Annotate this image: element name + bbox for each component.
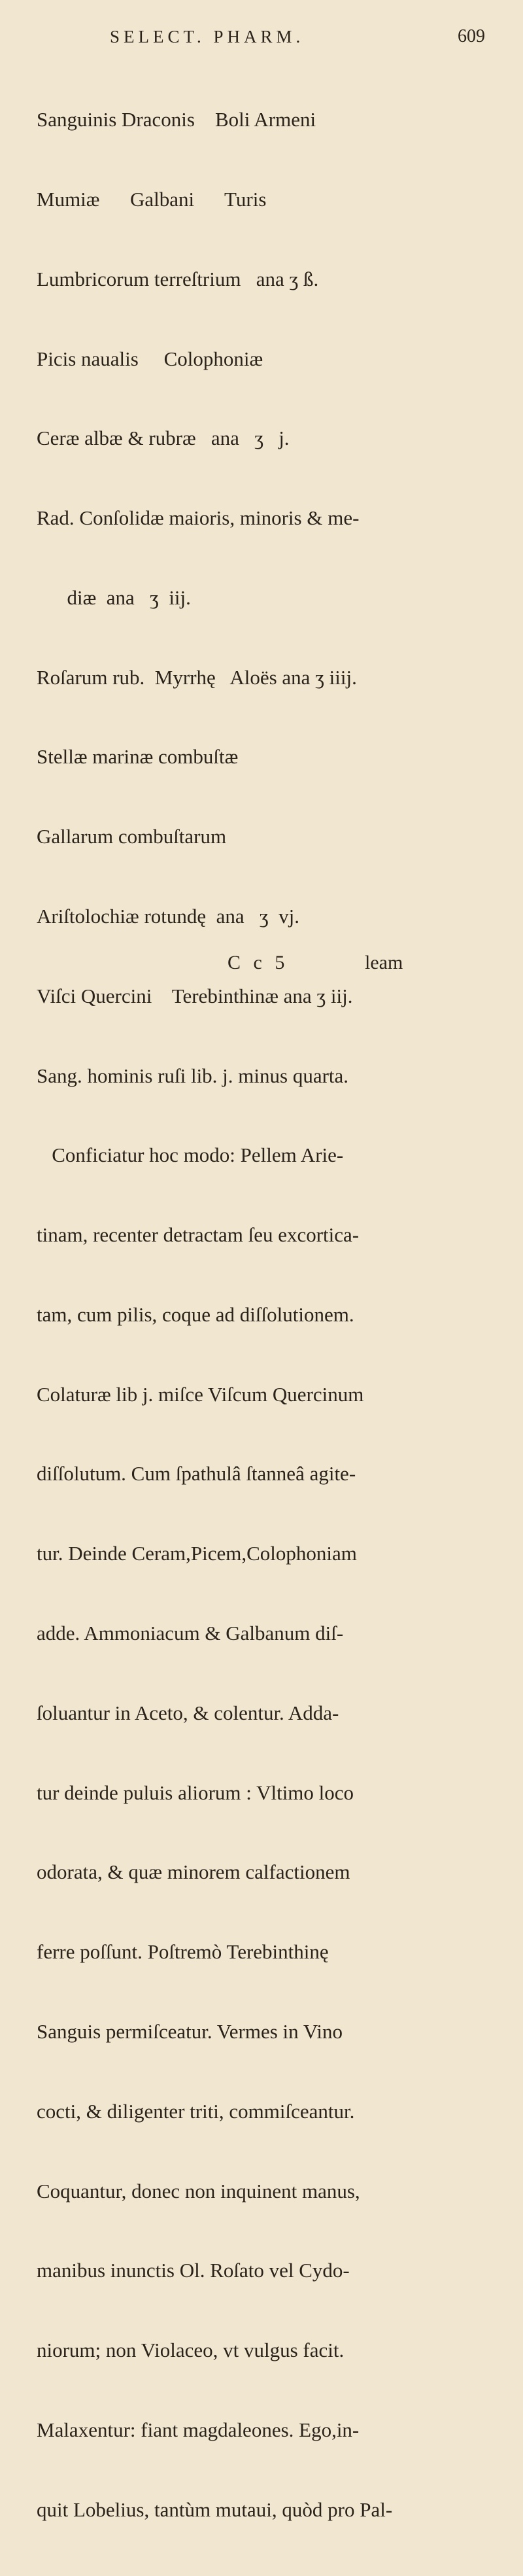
- text-line: diſſolutum. Cum ſpathulâ ſtanneâ agite-: [37, 1462, 356, 1486]
- text-line: manibus inunctis Ol. Roſato vel Cydo-: [37, 2259, 350, 2282]
- text-line: Picis naualis Colophoniæ: [37, 347, 263, 370]
- text-line: Sanguis permiſceatur. Vermes in Vino: [37, 2019, 343, 2043]
- running-head: SELECT. PHARM.: [110, 27, 305, 46]
- text-line: Lumbricorum terreſtrium ana ʒ ß.: [37, 267, 319, 290]
- text-line: Ariſtolochiæ rotundę ana ʒ vj.: [37, 905, 300, 928]
- text-line: tur deinde puluis aliorum : Vltimo loco: [37, 1781, 354, 1804]
- page-footer: [0, 950, 523, 979]
- text-line: tam, cum pilis, coque ad diſſolutionem.: [37, 1302, 354, 1326]
- text-line: ferre poſſunt. Poſtremò Terebinthinę: [37, 1940, 329, 1964]
- text-line: Mumiæ Galbani Turis: [37, 187, 267, 211]
- text-line: ſoluantur in Aceto, & colentur. Adda-: [37, 1701, 339, 1724]
- page-number: 609: [458, 26, 485, 46]
- text-line: diæ ana ʒ iij.: [37, 585, 191, 609]
- text-line: tur. Deinde Ceram,Picem,Colophoniam: [37, 1542, 357, 1565]
- text-line: cocti, & diligenter triti, commiſceantur.: [37, 2099, 355, 2123]
- text-line: Stellæ marinæ combuſtæ: [37, 745, 239, 769]
- text-line: tinam, recenter detractam ſeu excortica-: [37, 1223, 360, 1247]
- text-line: Viſci Quercini Terebinthinæ ana ʒ iij.: [37, 984, 353, 1007]
- signature-mark: C c 5: [228, 952, 289, 973]
- text-line: niorum; non Violaceo, vt vulgus facit.: [37, 2339, 345, 2362]
- text-line: Sanguinis Draconis Boli Armeni: [37, 108, 316, 131]
- text-line: Sang. hominis ruſi lib. j. minus quarta.: [37, 1064, 349, 1087]
- page-header: [0, 24, 523, 50]
- text-line: Rad. Conſolidæ maioris, minoris & me-: [37, 506, 360, 530]
- text-line: Coquantur, donec non inquinent manus,: [37, 2179, 360, 2202]
- text-line: quit Lobelius, tantùm mutaui, quòd pro Pal-: [37, 2498, 393, 2521]
- text-line: Conficiatur hoc modo: Pellem Arie-: [37, 1143, 344, 1167]
- text-line: Malaxentur: fiant magdaleones. Ego,in-: [37, 2418, 360, 2441]
- text-line: adde. Ammoniacum & Galbanum diſ-: [37, 1622, 344, 1645]
- body-text: [37, 54, 520, 2576]
- text-line: Ceræ albæ & rubræ ana ʒ j.: [37, 426, 290, 450]
- catchword: leam: [365, 952, 403, 973]
- text-line: Gallarum combuſtarum: [37, 825, 227, 848]
- text-line: Colaturæ lib j. miſce Viſcum Quercinum: [37, 1382, 364, 1406]
- text-line: Roſarum rub. Myrrhę Aloës ana ʒ iiij.: [37, 665, 357, 689]
- text-line: odorata, & quæ minorem calfactionem: [37, 1860, 350, 1884]
